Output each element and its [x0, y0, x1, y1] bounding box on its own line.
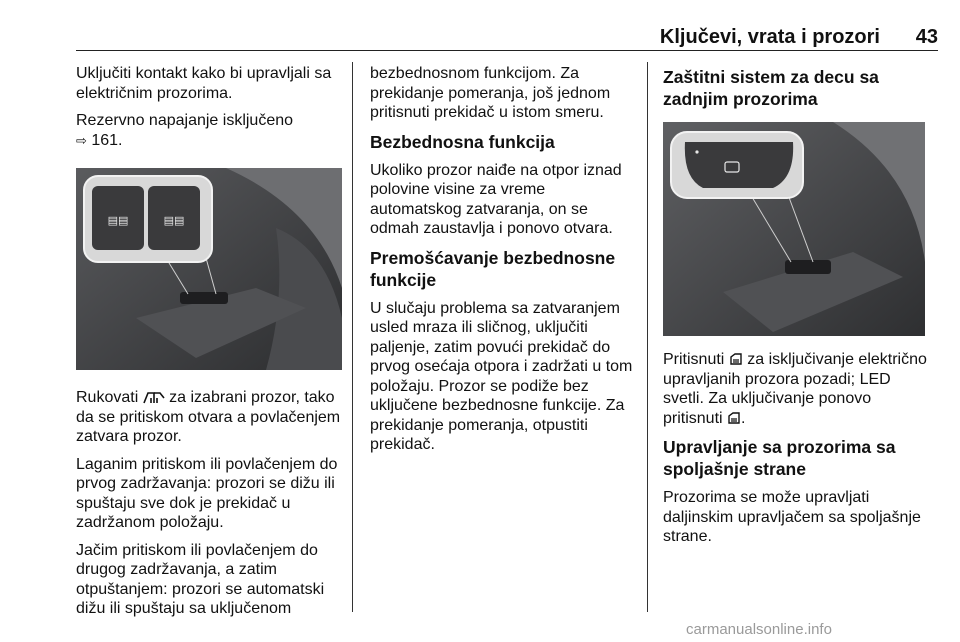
- window-switch-photo: [76, 168, 342, 370]
- col2-paragraph-3: U slučaju problema sa zatvaranjem usled mraza ili sličnog, uključiti paljenje, zatim povući prekidač do prvog osećaja otpora i zadržati u tom položaju. Prozor se podiže bez uključene bezbednosne funkcije. Za prekidanje pomeranja, otpustiti prekidač.: [370, 299, 633, 453]
- col3-paragraph-1-tail-after: .: [741, 409, 746, 427]
- header-rule: [76, 50, 938, 51]
- col3-heading-child-lock: Zaštitni sistem za decu sa zadnjim prozorima: [663, 67, 879, 109]
- child-lock-photo: [663, 122, 925, 336]
- col3-paragraph-1: [663, 350, 929, 428]
- page-number: 43: [915, 26, 938, 48]
- col1-paragraph-4: Laganim pritiskom ili povlačenjem do prvog zadržavanja: prozori se dižu ili spuštaju sve dok je prekidač u zadržanom položaju.: [76, 455, 338, 531]
- col1-paragraph-3-before: Rukovati: [76, 389, 139, 406]
- col1-paragraph-5: Jačim pritiskom ili povlačenjem do drugog zadržavanja, a zatim otpuštanjem: prozori se automatski dižu ili spuštaju sa uključenom: [76, 541, 325, 617]
- col3-paragraph-1-before: Pritisnuti: [663, 351, 725, 368]
- column-2: [370, 64, 638, 463]
- column-3: [663, 64, 929, 555]
- child-lock-icon: [729, 352, 743, 366]
- column-divider-1: [352, 62, 353, 612]
- svg-text:▤▤: ▤▤: [107, 214, 129, 227]
- column-1: [76, 64, 342, 627]
- col1-paragraph-3: [76, 388, 342, 447]
- watermark: carmanualsonline.info: [686, 621, 832, 638]
- column-divider-2: [647, 62, 648, 612]
- col2-paragraph-1: bezbednosnom funkcijom. Za prekidanje pomeranja, još jednom pritisnuti prekidač u istom smeru.: [370, 65, 611, 121]
- col3-paragraph-1-tail-before: pritisnuti: [663, 409, 723, 427]
- col3-paragraph-2: Prozorima se može upravljati daljinskim upravljačem sa spoljašnje strane.: [663, 489, 921, 545]
- col1-paragraph-2-text: Rezervno napajanje isključeno: [76, 112, 294, 129]
- svg-text:▤▤: ▤▤: [163, 214, 185, 227]
- col1-paragraph-1: Uključiti kontakt kako bi upravljali sa električnim prozorima.: [76, 65, 332, 102]
- col1-paragraph-2: [76, 111, 342, 150]
- col3-heading-remote-control: Upravljanje sa prozorima sa spoljašnje strane: [663, 437, 896, 479]
- col1-paragraph-3-after: za izabrani prozor, tako da se pritiskom otvara a povlačenjem zatvara prozor.: [76, 389, 341, 445]
- col1-paragraph-2-ref[interactable]: 161.: [91, 131, 123, 149]
- col3-paragraph-1-after: za isključivanje električno upravljanih prozora pozadi; LED svetli. Za uključivanje ponovo: [663, 351, 927, 407]
- col2-heading-override: Premošćavanje bezbednosne funkcije: [370, 247, 616, 290]
- xref-arrow-icon: ⇨: [76, 132, 87, 148]
- page-header-title: Ključevi, vrata i prozori: [659, 26, 880, 48]
- col2-paragraph-2: Ukoliko prozor naiđe na otpor iznad polovine visine za vreme automatskog zatvaranja, on se odmah zaustavlja i ponovo otvara.: [370, 161, 622, 237]
- window-switch-icon: [143, 390, 165, 404]
- col2-heading-safety-function: Bezbednosna funkcija: [370, 131, 555, 152]
- child-lock-icon: [727, 411, 741, 425]
